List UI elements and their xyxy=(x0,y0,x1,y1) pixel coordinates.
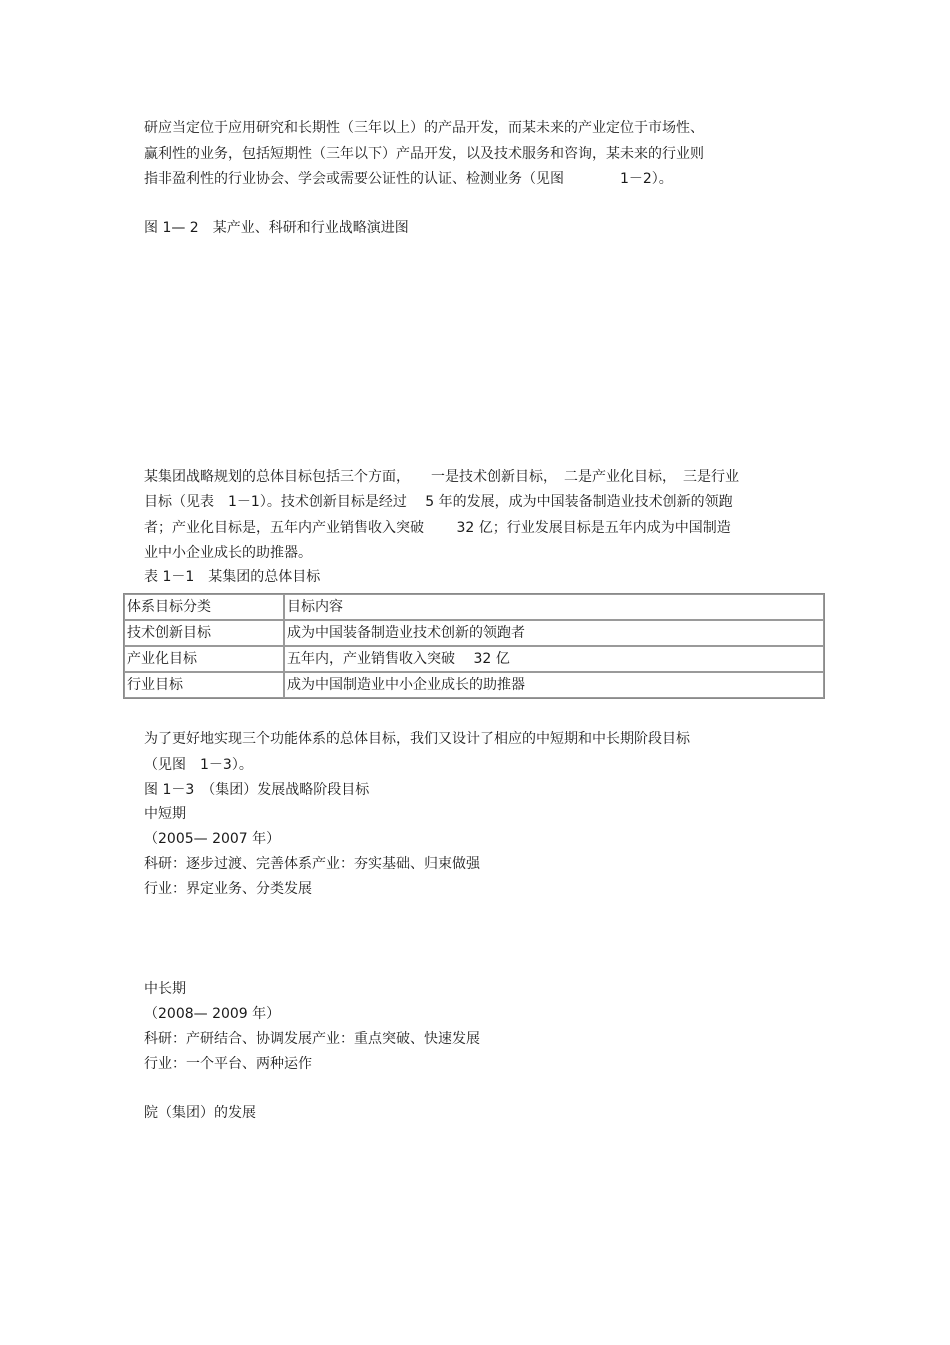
table-header-row xyxy=(124,594,824,620)
long-term-title: 中长期 xyxy=(144,981,186,997)
short-term-title: 中短期 xyxy=(144,806,186,822)
figure-1-2-caption: 图 1— 2 某产业、科研和行业战略演进图 xyxy=(144,220,409,236)
table-cell-category: 产业化目标 xyxy=(124,646,284,672)
intro-line-2: 赢利性的业务，包括短期性（三年以下）产品开发，以及技术服务和咨询，某未来的行业则 xyxy=(144,146,704,162)
table-header-content: 目标内容 xyxy=(284,594,824,620)
table-cell-content: 成为中国装备制造业技术创新的领跑者 xyxy=(284,620,824,646)
short-term-industry: 行业：界定业务、分类发展 xyxy=(144,881,312,897)
stage-line-1: 为了更好地实现三个功能体系的总体目标，我们又设计了相应的中短期和中长期阶段目标 xyxy=(144,731,690,747)
figure-1-3-caption: 图 1－3 （集团）发展战略阶段目标 xyxy=(144,782,370,798)
table-row xyxy=(124,672,824,698)
figure-1-3-footer: 院（集团）的发展 xyxy=(144,1105,256,1121)
goals-line-3: 者；产业化目标是，五年内产业销售收入突破 32 亿；行业发展目标是五年内成为中国制造 xyxy=(144,520,731,536)
intro-line-1: 研应当定位于应用研究和长期性（三年以上）的产品开发，而某未来的产业定位于市场性、 xyxy=(144,120,704,136)
goals-line-4: 业中小企业成长的助推器。 xyxy=(144,545,312,561)
goals-table xyxy=(123,593,825,699)
table-row xyxy=(124,620,824,646)
table-cell-category: 行业目标 xyxy=(124,672,284,698)
table-header-category: 体系目标分类 xyxy=(124,594,284,620)
intro-line-3: 指非盈利性的行业协会、学会或需要公证性的认证、检测业务（见图 1－2）。 xyxy=(144,171,673,187)
long-term-research: 科研：产研结合、协调发展产业：重点突破、快速发展 xyxy=(144,1031,480,1047)
table-cell-content: 五年内，产业销售收入突破 32 亿 xyxy=(284,646,824,672)
long-term-years: （2008— 2009 年） xyxy=(144,1006,281,1022)
goals-line-1: 某集团战略规划的总体目标包括三个方面， 一是技术创新目标， 二是产业化目标， 三是行业 xyxy=(144,469,739,485)
long-term-industry: 行业：一个平台、两种运作 xyxy=(144,1056,312,1072)
short-term-years: （2005— 2007 年） xyxy=(144,831,281,847)
table-row xyxy=(124,646,824,672)
stage-line-2: （见图 1－3）。 xyxy=(144,757,253,773)
table-1-1-caption: 表 1－1 某集团的总体目标 xyxy=(144,569,321,585)
short-term-research: 科研：逐步过渡、完善体系产业：夯实基础、归束做强 xyxy=(144,856,480,872)
goals-line-2: 目标（见表 1－1）。技术创新目标是经过 5 年的发展，成为中国装备制造业技术创新的领跑 xyxy=(144,494,733,510)
table-cell-content: 成为中国制造业中小企业成长的助推器 xyxy=(284,672,824,698)
table-cell-category: 技术创新目标 xyxy=(124,620,284,646)
